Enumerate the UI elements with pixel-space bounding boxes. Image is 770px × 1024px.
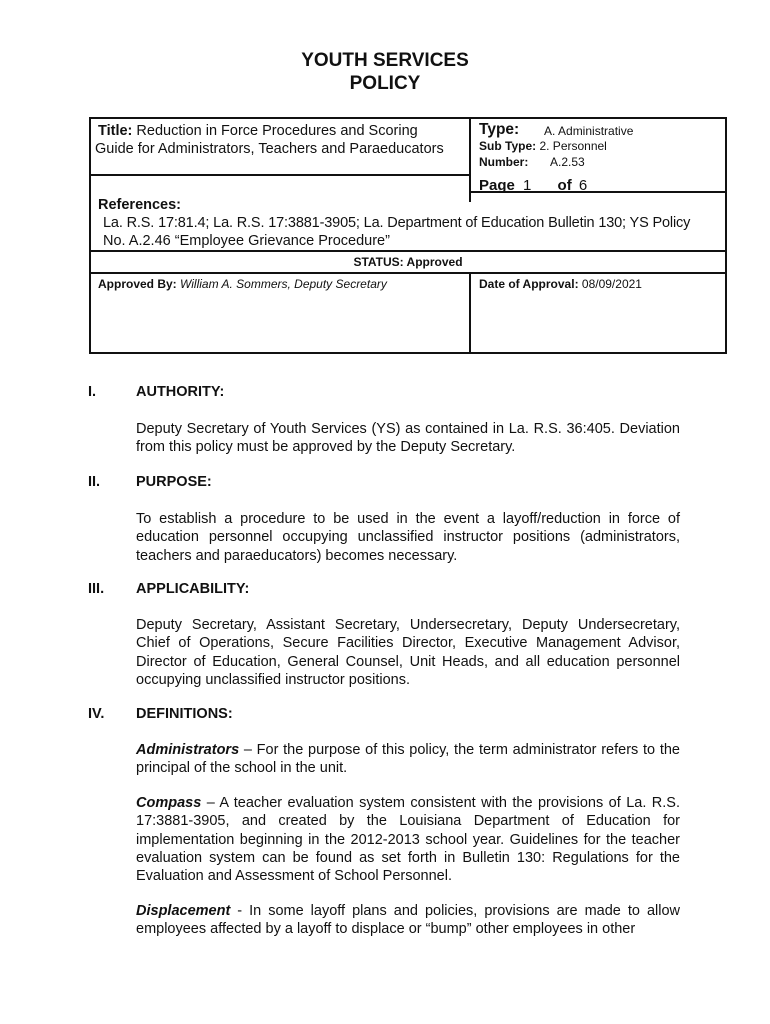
section-number: III. — [88, 581, 105, 597]
subtype-label: Sub Type: — [479, 139, 537, 153]
type-row — [479, 121, 519, 139]
title-text-line-1: Reduction in Force Procedures and Scoring — [136, 123, 418, 139]
status-label: STATUS: Approved — [353, 255, 463, 269]
title-line-1: YOUTH SERVICES — [301, 50, 469, 71]
table-divider — [469, 272, 471, 354]
section-heading: PURPOSE: — [136, 474, 212, 490]
definition-item — [136, 741, 680, 778]
references-line-1: La. R.S. 17:81.4; La. R.S. 17:3881-3905; La. Department of Education Bulletin 130; YS Policy — [103, 215, 691, 231]
section-number: I. — [88, 384, 97, 400]
table-divider — [91, 250, 725, 252]
title-text-line-2: Guide for Administrators, Teachers and Paraeducators — [95, 141, 444, 157]
table-divider — [91, 272, 725, 274]
page-total: 6 — [578, 177, 588, 194]
title-label: Title: — [98, 123, 133, 139]
policy-header-table — [89, 117, 727, 354]
title-cell — [98, 122, 468, 140]
date-label: Date of Approval: — [479, 277, 579, 291]
type-label: Type: — [479, 121, 520, 138]
section-number: IV. — [88, 706, 105, 722]
definition-item — [136, 902, 680, 939]
definition-term: Compass — [136, 795, 202, 811]
number-row — [479, 155, 528, 170]
document-title — [0, 49, 770, 95]
page-number: 1 — [523, 177, 532, 194]
title-cell-line-2 — [95, 140, 467, 158]
definition-item — [136, 794, 680, 885]
section-heading: DEFINITIONS: — [136, 706, 233, 722]
approved-by — [98, 277, 463, 292]
section-text: Deputy Secretary of Youth Services (YS) as contained in La. R.S. 36:405. Deviation from this policy must be approved by the Deputy Secretary. — [136, 421, 680, 456]
subtype-value: 2. Personnel — [539, 139, 607, 153]
references-line-2: No. A.2.46 “Employee Grievance Procedure” — [103, 233, 390, 249]
definition-term: Administrators — [136, 742, 240, 758]
type-value: A. Administrative — [544, 124, 634, 138]
number-label: Number: — [479, 155, 529, 169]
date-of-approval — [479, 277, 642, 292]
of-label: of — [557, 177, 572, 194]
section-text: Deputy Secretary, Assistant Secretary, Undersecretary, Deputy Undersecretary, Chief of Operations, Secure Facilities Director, Executive Management Advisor, Director of Education, General Counsel, Unit Heads, and all education personnel occupying unclassified instructor positions. — [136, 617, 680, 688]
section-number: II. — [88, 474, 101, 490]
section-text: To establish a procedure to be used in the event a layoff/reduction in force of education personnel occupying unclassified instructor positions (administrators, teachers and paraeducators) becomes necessary. — [136, 511, 680, 564]
definition-text: – A teacher evaluation system consistent with the provisions of La. R.S. 17:3881-3905, and created by the Louisiana Department of Education for implementation beginning in the 2012-2013 school year. Guidelines for the teacher evaluation system can be found as set forth in Bulletin 130: Regulations for the Evaluation and Assessment of School Personnel. — [136, 795, 680, 885]
approved-by-value: William A. Sommers, Deputy Secretary — [180, 277, 387, 291]
page-label: Page — [479, 177, 515, 194]
table-divider — [91, 174, 471, 176]
subtype-row — [479, 139, 607, 154]
table-divider — [469, 119, 471, 202]
definition-text: – For the purpose of this policy, the term administrator refers to the principal of the school in the unit. — [136, 742, 680, 777]
definition-text: - In some layoff plans and policies, provisions are made to allow employees affected by a layoff to displace or “bump” other employees in other — [136, 903, 680, 938]
references-label: References: — [98, 197, 182, 213]
page-indicator — [479, 177, 587, 195]
definition-term: Displacement — [136, 903, 231, 919]
title-line-2: POLICY — [349, 73, 421, 94]
date-value: 08/09/2021 — [581, 277, 642, 291]
approved-by-label: Approved By: — [98, 277, 177, 291]
section-heading: APPLICABILITY: — [136, 581, 250, 597]
number-value: A.2.53 — [550, 155, 585, 169]
section-heading: AUTHORITY: — [136, 384, 225, 400]
